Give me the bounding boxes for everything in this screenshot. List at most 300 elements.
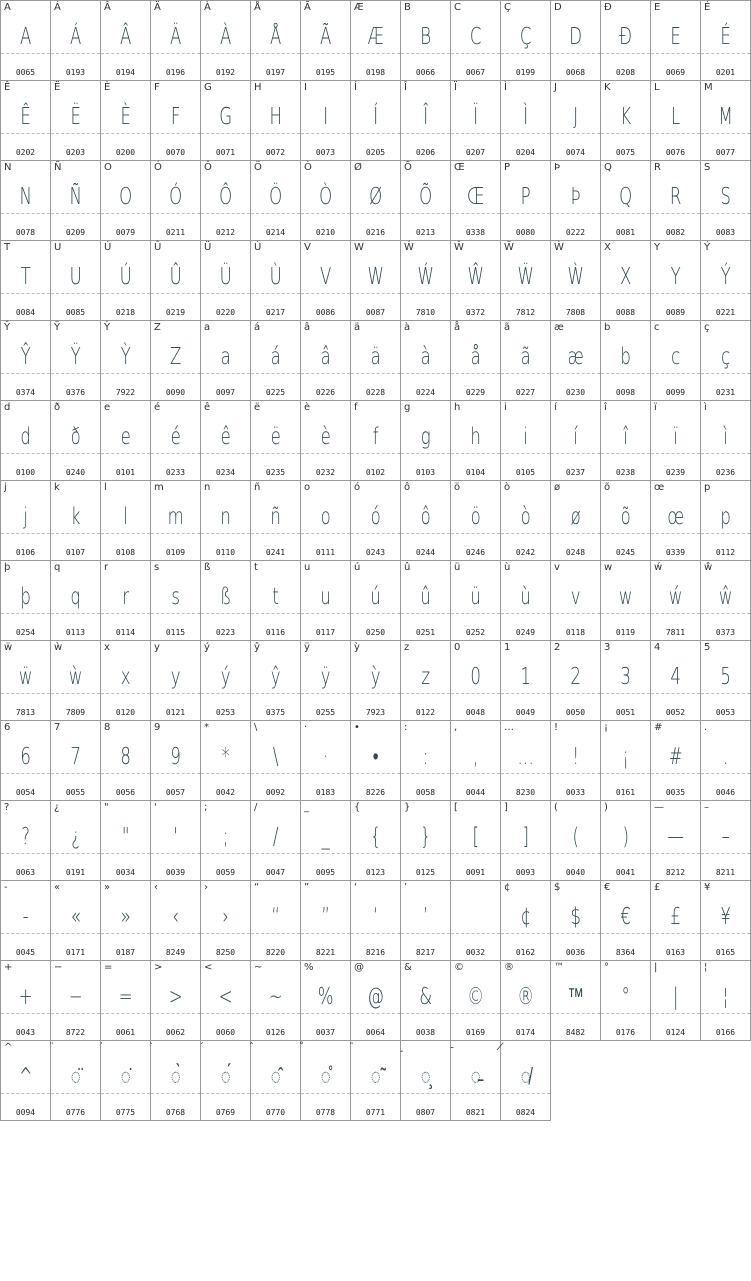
glyph-sample: & bbox=[419, 984, 432, 1010]
glyph-cell bbox=[500, 880, 551, 961]
glyph-sample: ® bbox=[517, 984, 534, 1010]
glyph-label: n bbox=[204, 482, 211, 493]
glyph-label: U bbox=[54, 242, 62, 253]
glyph-code: 0036 bbox=[565, 948, 586, 957]
glyph-code: 0245 bbox=[615, 548, 636, 557]
baseline-guide bbox=[201, 453, 250, 454]
baseline-guide bbox=[601, 773, 650, 774]
glyph-label: ä bbox=[354, 322, 361, 333]
glyph-cell bbox=[50, 560, 101, 641]
baseline-guide bbox=[101, 933, 150, 934]
glyph-code: 0089 bbox=[665, 308, 686, 317]
glyph-sample: C bbox=[469, 24, 482, 50]
glyph-code: 0097 bbox=[215, 388, 236, 397]
glyph-cell bbox=[450, 640, 501, 721]
glyph-cell bbox=[600, 880, 651, 961]
glyph-code: 0216 bbox=[365, 228, 386, 237]
baseline-guide bbox=[151, 533, 200, 534]
baseline-guide bbox=[301, 1093, 350, 1094]
glyph-sample: Þ bbox=[570, 184, 581, 210]
glyph-cell bbox=[500, 800, 551, 881]
glyph-label: Þ bbox=[554, 162, 561, 173]
baseline-guide bbox=[651, 933, 700, 934]
glyph-code: 0106 bbox=[15, 548, 36, 557]
glyph-cell bbox=[350, 160, 401, 241]
baseline-guide bbox=[1, 933, 50, 934]
glyph-sample: Õ bbox=[419, 184, 432, 210]
glyph-sample: Í bbox=[373, 104, 378, 130]
glyph-label: Õ bbox=[404, 162, 412, 173]
glyph-cell bbox=[300, 1040, 351, 1121]
glyph-label: ; bbox=[204, 802, 208, 813]
glyph-sample: @ bbox=[367, 984, 384, 1010]
glyph-label: ^ bbox=[4, 1042, 13, 1053]
glyph-label: t bbox=[254, 562, 258, 573]
glyph-sample: e bbox=[120, 424, 131, 450]
baseline-guide bbox=[301, 213, 350, 214]
glyph-cell bbox=[100, 80, 151, 161]
glyph-sample: 3 bbox=[620, 664, 631, 690]
glyph-code: 0063 bbox=[15, 868, 36, 877]
baseline-guide bbox=[701, 693, 750, 694]
baseline-guide bbox=[401, 1013, 450, 1014]
glyph-sample: B bbox=[420, 24, 431, 50]
glyph-cell bbox=[100, 0, 151, 81]
glyph-sample: ‹ bbox=[172, 904, 179, 930]
glyph-sample: 5 bbox=[720, 664, 731, 690]
baseline-guide bbox=[551, 613, 600, 614]
glyph-label: W bbox=[354, 242, 364, 253]
glyph-sample: p bbox=[720, 504, 731, 530]
glyph-code: 0091 bbox=[465, 868, 486, 877]
glyph-sample: › bbox=[222, 904, 229, 930]
glyph-sample: Ç bbox=[519, 24, 532, 50]
baseline-guide bbox=[251, 853, 300, 854]
glyph-sample: x bbox=[120, 664, 131, 690]
glyph-cell bbox=[100, 160, 151, 241]
glyph-label: a bbox=[204, 322, 211, 333]
baseline-guide bbox=[451, 133, 500, 134]
glyph-code: 0080 bbox=[515, 228, 536, 237]
glyph-sample: ì bbox=[723, 424, 728, 450]
glyph-sample: $ bbox=[570, 904, 581, 930]
glyph-code: 0373 bbox=[715, 628, 736, 637]
glyph-code: 7811 bbox=[665, 628, 686, 637]
baseline-guide bbox=[651, 693, 700, 694]
glyph-sample: + bbox=[18, 984, 33, 1010]
baseline-guide bbox=[101, 293, 150, 294]
glyph-sample: , bbox=[473, 744, 478, 770]
glyph-cell bbox=[250, 880, 301, 961]
glyph-sample: é bbox=[170, 424, 181, 450]
glyph-label: á bbox=[254, 322, 261, 333]
glyph-code: 0209 bbox=[65, 228, 86, 237]
baseline-guide bbox=[251, 53, 300, 54]
glyph-label: _ bbox=[304, 802, 309, 813]
glyph-cell bbox=[100, 880, 151, 961]
glyph-label: Ŵ bbox=[454, 242, 464, 253]
baseline-guide bbox=[301, 1013, 350, 1014]
glyph-code: 0165 bbox=[715, 948, 736, 957]
baseline-guide bbox=[351, 533, 400, 534]
glyph-cell bbox=[250, 720, 301, 801]
glyph-code: 0183 bbox=[315, 788, 336, 797]
glyph-label: • bbox=[354, 722, 360, 733]
glyph-code: 0074 bbox=[565, 148, 586, 157]
glyph-sample: Î bbox=[423, 104, 428, 130]
baseline-guide bbox=[551, 213, 600, 214]
glyph-label: ỳ bbox=[354, 642, 360, 653]
glyph-cell bbox=[300, 400, 351, 481]
glyph-sample: ^ bbox=[18, 1064, 33, 1090]
glyph-cell bbox=[550, 240, 601, 321]
glyph-cell bbox=[150, 880, 201, 961]
baseline-guide bbox=[451, 293, 500, 294]
glyph-sample: d bbox=[20, 424, 31, 450]
baseline-guide bbox=[701, 373, 750, 374]
baseline-guide bbox=[701, 773, 750, 774]
glyph-cell bbox=[550, 80, 601, 161]
glyph-sample: Â bbox=[120, 24, 131, 50]
baseline-guide bbox=[651, 53, 700, 54]
glyph-code: 0108 bbox=[115, 548, 136, 557]
glyph-sample: ” bbox=[321, 904, 330, 930]
baseline-guide bbox=[601, 853, 650, 854]
glyph-cell bbox=[300, 800, 351, 881]
glyph-code: 0235 bbox=[265, 468, 286, 477]
glyph-code: 0218 bbox=[115, 308, 136, 317]
baseline-guide bbox=[301, 773, 350, 774]
glyph-cell bbox=[550, 480, 601, 561]
glyph-code: 0038 bbox=[415, 1028, 436, 1037]
baseline-guide bbox=[701, 213, 750, 214]
glyph-code: 0254 bbox=[15, 628, 36, 637]
glyph-cell bbox=[0, 720, 51, 801]
glyph-code: 0770 bbox=[265, 1108, 286, 1117]
baseline-guide bbox=[401, 693, 450, 694]
glyph-label: ß bbox=[204, 562, 211, 573]
glyph-code: 0047 bbox=[265, 868, 286, 877]
glyph-sample: ~ bbox=[268, 984, 283, 1010]
glyph-sample: Ỳ bbox=[120, 344, 131, 370]
glyph-label: ’ bbox=[404, 882, 408, 893]
baseline-guide bbox=[651, 853, 700, 854]
baseline-guide bbox=[351, 773, 400, 774]
glyph-cell bbox=[350, 560, 401, 641]
glyph-code: 0088 bbox=[615, 308, 636, 317]
glyph-label: û bbox=[404, 562, 411, 573]
glyph-sample: q bbox=[70, 584, 81, 610]
glyph-code: 0249 bbox=[515, 628, 536, 637]
glyph-sample: Ó bbox=[169, 184, 182, 210]
glyph-label: Ó bbox=[154, 162, 162, 173]
glyph-code: 0049 bbox=[515, 708, 536, 717]
glyph-sample: c bbox=[671, 344, 680, 370]
baseline-guide bbox=[501, 293, 550, 294]
glyph-code: 0067 bbox=[465, 68, 486, 77]
glyph-label: l bbox=[104, 482, 107, 493]
glyph-code: 0081 bbox=[615, 228, 636, 237]
glyph-label: I bbox=[304, 82, 307, 93]
glyph-label: ø bbox=[554, 482, 561, 493]
glyph-sample: ◌̊ bbox=[320, 1064, 331, 1090]
baseline-guide bbox=[151, 53, 200, 54]
glyph-label: . bbox=[704, 722, 708, 733]
glyph-cell bbox=[550, 880, 601, 961]
glyph-code: 0252 bbox=[465, 628, 486, 637]
glyph-code: 0250 bbox=[365, 628, 386, 637]
baseline-guide bbox=[301, 613, 350, 614]
glyph-cell bbox=[300, 640, 351, 721]
glyph-label: · bbox=[304, 722, 308, 733]
glyph-cell bbox=[150, 960, 201, 1041]
glyph-code: 0229 bbox=[465, 388, 486, 397]
glyph-label: / bbox=[254, 802, 258, 813]
glyph-cell bbox=[650, 80, 701, 161]
baseline-guide bbox=[501, 613, 550, 614]
glyph-cell bbox=[200, 800, 251, 881]
glyph-label: * bbox=[204, 722, 209, 733]
glyph-label: & bbox=[404, 962, 412, 973]
glyph-label: 5 bbox=[704, 642, 711, 653]
glyph-sample: Ü bbox=[219, 264, 232, 290]
glyph-label: í bbox=[554, 402, 557, 413]
glyph-cell bbox=[500, 400, 551, 481]
glyph-code: 0824 bbox=[515, 1108, 536, 1117]
baseline-guide bbox=[551, 533, 600, 534]
glyph-label: J bbox=[554, 82, 557, 93]
glyph-code: 0033 bbox=[565, 788, 586, 797]
glyph-cell bbox=[500, 720, 551, 801]
baseline-guide bbox=[601, 53, 650, 54]
baseline-guide bbox=[51, 133, 100, 134]
glyph-cell bbox=[600, 320, 651, 401]
glyph-label: Ẅ bbox=[504, 242, 514, 253]
baseline-guide bbox=[351, 1013, 400, 1014]
glyph-label: å bbox=[454, 322, 461, 333]
glyph-code: 7922 bbox=[115, 388, 136, 397]
glyph-sample: W bbox=[367, 264, 384, 290]
glyph-sample: Ø bbox=[369, 184, 382, 210]
baseline-guide bbox=[451, 1013, 500, 1014]
glyph-sample: à bbox=[420, 344, 431, 370]
glyph-code: 0240 bbox=[65, 468, 86, 477]
baseline-guide bbox=[601, 933, 650, 934]
glyph-cell bbox=[350, 1040, 401, 1121]
glyph-sample: ] bbox=[522, 824, 529, 850]
glyph-label: … bbox=[504, 722, 514, 733]
baseline-guide bbox=[251, 1013, 300, 1014]
baseline-guide bbox=[401, 293, 450, 294]
glyph-code: 8364 bbox=[615, 948, 636, 957]
glyph-code: 0104 bbox=[465, 468, 486, 477]
glyph-code: 0093 bbox=[515, 868, 536, 877]
glyph-label: , bbox=[454, 722, 458, 733]
glyph-code: 0048 bbox=[465, 708, 486, 717]
glyph-code: 0094 bbox=[15, 1108, 36, 1117]
glyph-cell bbox=[650, 560, 701, 641]
baseline-guide bbox=[51, 1013, 100, 1014]
glyph-sample: m bbox=[167, 504, 184, 530]
glyph-label: ÿ bbox=[304, 642, 310, 653]
glyph-code: 0115 bbox=[165, 628, 186, 637]
baseline-guide bbox=[201, 1093, 250, 1094]
glyph-sample: ÿ bbox=[320, 664, 331, 690]
baseline-guide bbox=[101, 213, 150, 214]
baseline-guide bbox=[351, 693, 400, 694]
glyph-label: Y bbox=[654, 242, 661, 253]
glyph-sample: ù bbox=[520, 584, 531, 610]
glyph-sample: ñ bbox=[270, 504, 281, 530]
glyph-sample: M bbox=[718, 104, 733, 130]
glyph-sample: — bbox=[667, 824, 684, 850]
baseline-guide bbox=[51, 853, 100, 854]
glyph-cell bbox=[100, 800, 151, 881]
glyph-label: Ä bbox=[154, 2, 161, 13]
baseline-guide bbox=[101, 613, 150, 614]
baseline-guide bbox=[451, 53, 500, 54]
glyph-label: O bbox=[104, 162, 112, 173]
glyph-sample: ( bbox=[572, 824, 579, 850]
glyph-code: 0238 bbox=[615, 468, 636, 477]
glyph-sample: J bbox=[573, 104, 578, 130]
glyph-sample: P bbox=[520, 184, 531, 210]
glyph-label: — bbox=[654, 802, 664, 813]
glyph-cell bbox=[600, 720, 651, 801]
glyph-label: ö bbox=[454, 482, 461, 493]
glyph-label: G bbox=[204, 82, 212, 93]
glyph-cell bbox=[200, 480, 251, 561]
glyph-sample: Ê bbox=[20, 104, 31, 130]
glyph-label: m bbox=[154, 482, 164, 493]
baseline-guide bbox=[451, 373, 500, 374]
glyph-cell bbox=[0, 160, 51, 241]
baseline-guide bbox=[151, 693, 200, 694]
glyph-label: H bbox=[254, 82, 262, 93]
glyph-label: 4 bbox=[654, 642, 661, 653]
baseline-guide bbox=[701, 613, 750, 614]
glyph-sample: . bbox=[723, 744, 728, 770]
glyph-sample: “ bbox=[271, 904, 280, 930]
baseline-guide bbox=[451, 453, 500, 454]
glyph-label: ë bbox=[254, 402, 261, 413]
glyph-cell bbox=[150, 240, 201, 321]
baseline-guide bbox=[101, 133, 150, 134]
baseline-guide bbox=[151, 373, 200, 374]
glyph-cell bbox=[250, 400, 301, 481]
glyph-label: ẅ bbox=[4, 642, 13, 653]
baseline-guide bbox=[51, 453, 100, 454]
glyph-sample: Ä bbox=[170, 24, 181, 50]
glyph-cell bbox=[550, 960, 601, 1041]
baseline-guide bbox=[351, 453, 400, 454]
glyph-sample: ö bbox=[470, 504, 481, 530]
glyph-cell bbox=[50, 800, 101, 881]
glyph-label: 2 bbox=[554, 642, 561, 653]
glyph-cell bbox=[100, 480, 151, 561]
glyph-sample: € bbox=[620, 904, 631, 930]
glyph-sample: å bbox=[470, 344, 481, 370]
glyph-label: Ã bbox=[304, 2, 311, 13]
glyph-sample: w bbox=[618, 584, 633, 610]
glyph-sample: ỳ bbox=[370, 664, 381, 690]
glyph-label: X bbox=[604, 242, 611, 253]
glyph-cell bbox=[250, 480, 301, 561]
glyph-code: 0073 bbox=[315, 148, 336, 157]
glyph-sample: G bbox=[219, 104, 232, 130]
glyph-label: ¦ bbox=[704, 962, 708, 973]
glyph-sample: % bbox=[317, 984, 334, 1010]
glyph-cell bbox=[50, 320, 101, 401]
glyph-sample: T bbox=[20, 264, 31, 290]
baseline-guide bbox=[551, 373, 600, 374]
glyph-code: 8220 bbox=[265, 948, 286, 957]
glyph-code: 0053 bbox=[715, 708, 736, 717]
glyph-sample: * bbox=[221, 744, 230, 770]
glyph-label: Ñ bbox=[54, 162, 62, 173]
glyph-label: Ỳ bbox=[104, 322, 111, 333]
baseline-guide bbox=[251, 613, 300, 614]
baseline-guide bbox=[701, 853, 750, 854]
glyph-sample: ◌̀ bbox=[170, 1064, 181, 1090]
glyph-code: 8230 bbox=[515, 788, 536, 797]
glyph-label: + bbox=[4, 962, 13, 973]
glyph-cell bbox=[450, 880, 501, 961]
baseline-guide bbox=[651, 613, 700, 614]
glyph-cell bbox=[100, 720, 151, 801]
glyph-cell bbox=[650, 480, 701, 561]
baseline-guide bbox=[401, 773, 450, 774]
glyph-label: à bbox=[404, 322, 411, 333]
baseline-guide bbox=[451, 1093, 500, 1094]
glyph-sample: O bbox=[119, 184, 132, 210]
glyph-label: ° bbox=[604, 962, 609, 973]
glyph-label: ẁ bbox=[54, 642, 63, 653]
glyph-code: 0043 bbox=[15, 1028, 36, 1037]
glyph-sample: 4 bbox=[670, 664, 681, 690]
glyph-label: Ẃ bbox=[404, 242, 414, 253]
glyph-cell bbox=[50, 240, 101, 321]
glyph-code: 0771 bbox=[365, 1108, 386, 1117]
glyph-label: b bbox=[604, 322, 611, 333]
baseline-guide bbox=[501, 213, 550, 214]
baseline-guide bbox=[251, 133, 300, 134]
baseline-guide bbox=[151, 613, 200, 614]
glyph-label: 0 bbox=[454, 642, 461, 653]
baseline-guide bbox=[501, 1013, 550, 1014]
glyph-cell bbox=[50, 0, 101, 81]
glyph-sample: ™ bbox=[567, 984, 584, 1010]
glyph-cell bbox=[650, 960, 701, 1041]
glyph-code: 0338 bbox=[465, 228, 486, 237]
glyph-sample: ◌̸ bbox=[520, 1064, 531, 1090]
glyph-code: 0225 bbox=[265, 388, 286, 397]
glyph-label: Ë bbox=[54, 82, 61, 93]
baseline-guide bbox=[51, 613, 100, 614]
glyph-label: Æ bbox=[354, 2, 364, 13]
glyph-label: î bbox=[604, 402, 607, 413]
glyph-code: 0066 bbox=[415, 68, 436, 77]
glyph-label: £ bbox=[654, 882, 661, 893]
baseline-guide bbox=[251, 693, 300, 694]
glyph-sample: ◌̃ bbox=[370, 1064, 381, 1090]
glyph-code: 0187 bbox=[115, 948, 136, 957]
baseline-guide bbox=[451, 213, 500, 214]
glyph-cell bbox=[350, 80, 401, 161]
glyph-sample: Ë bbox=[70, 104, 81, 130]
baseline-guide bbox=[101, 1013, 150, 1014]
glyph-sample: Ì bbox=[523, 104, 528, 130]
